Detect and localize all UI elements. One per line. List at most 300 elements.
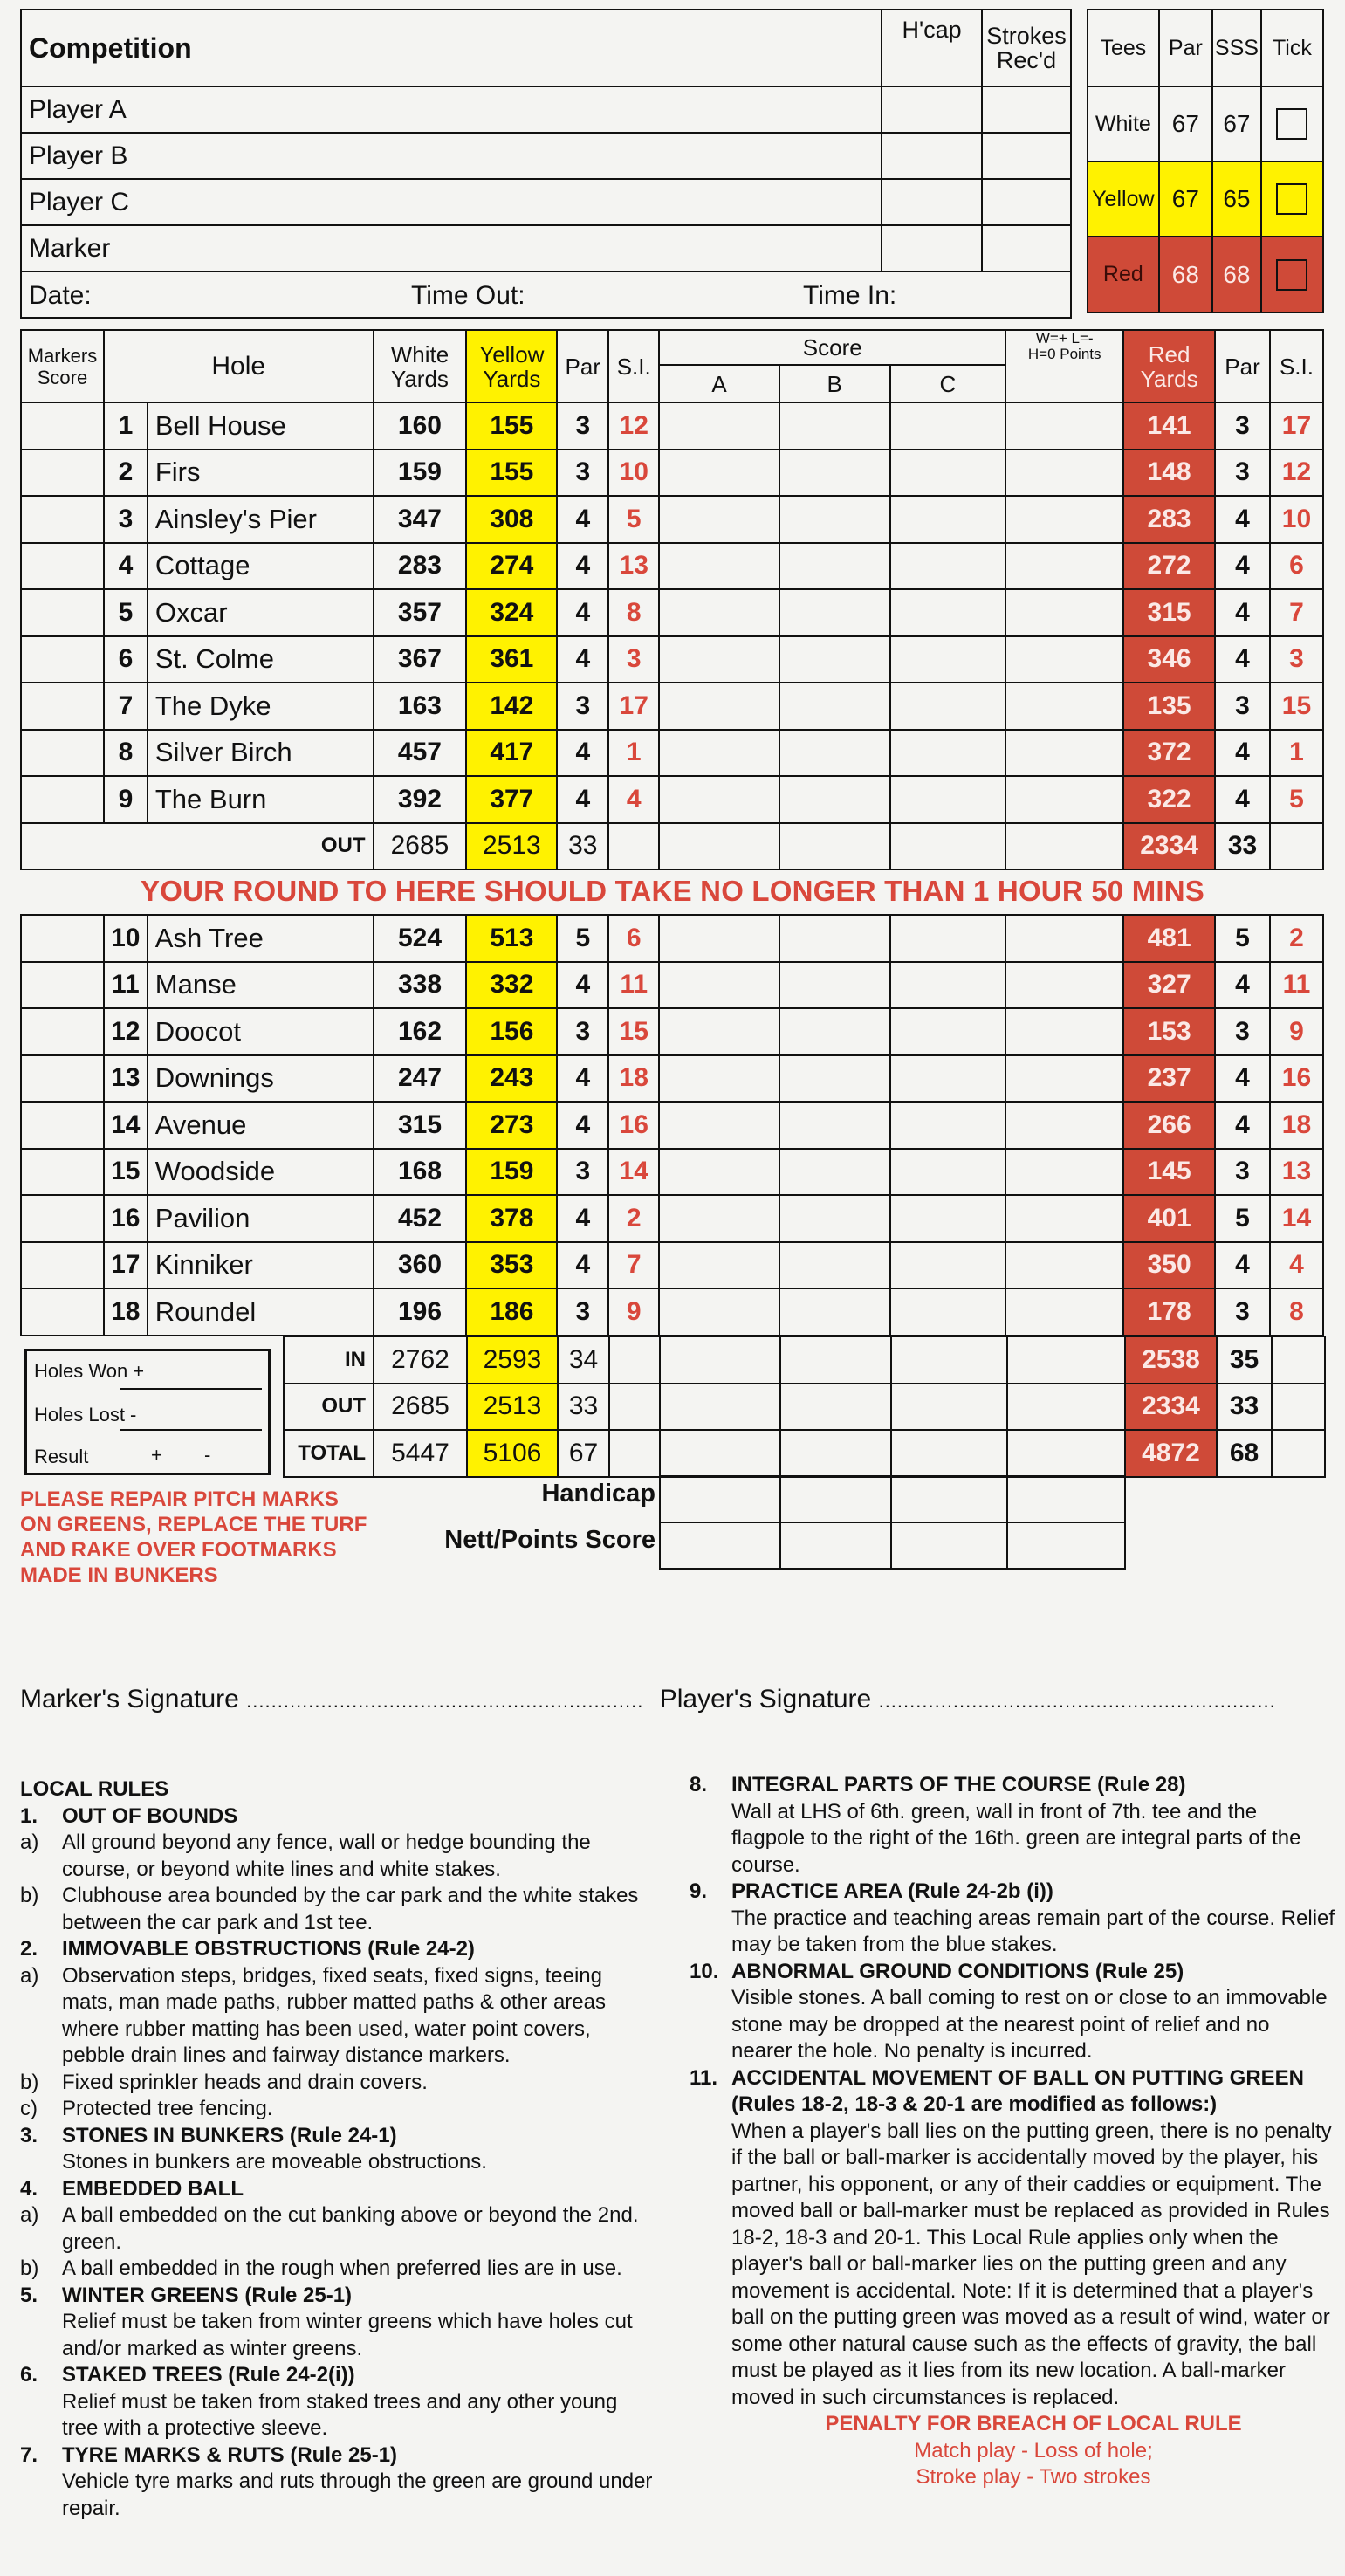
points-cell[interactable]	[1005, 1288, 1123, 1336]
red-par-header: Par	[1215, 330, 1270, 402]
score-c-cell[interactable]	[890, 1055, 1006, 1103]
points-cell[interactable]	[1005, 915, 1123, 962]
markers-score-cell[interactable]	[21, 1242, 104, 1289]
score-b-cell[interactable]	[779, 543, 890, 590]
hole-number: 8	[104, 730, 148, 777]
hole-par: 4	[557, 636, 608, 683]
score-c-cell[interactable]	[890, 730, 1006, 777]
totals-score-b[interactable]	[780, 1384, 891, 1431]
markers-score-cell[interactable]	[21, 1149, 104, 1196]
tee-yellow-checkbox[interactable]	[1276, 183, 1307, 215]
out-score-b[interactable]	[779, 823, 890, 870]
holes-lost-label: Holes Lost -	[34, 1404, 137, 1425]
subitem-text: Clubhouse area bounded by the car park and the white stakes between the car park and 1st tee.	[62, 1884, 639, 1934]
local-rule	[690, 2065, 1335, 2412]
marker-field[interactable]: Marker	[21, 225, 882, 271]
yellow-yards: 513	[466, 915, 557, 962]
markers-score-cell[interactable]	[21, 962, 104, 1009]
score-c-cell[interactable]	[890, 962, 1006, 1009]
rule-body: Stones in bunkers are moveable obstructions.	[62, 2150, 487, 2174]
rule-title: IMMOVABLE OBSTRUCTIONS (Rule 24-2)	[62, 1937, 475, 1961]
hole-par: 4	[557, 1102, 608, 1149]
white-yards: 357	[374, 589, 467, 636]
totals-score-c[interactable]	[891, 1384, 1007, 1431]
hole-par: 4	[557, 776, 608, 823]
markers-score-cell[interactable]	[21, 543, 104, 590]
stroke-index: 7	[608, 1242, 659, 1289]
white-yards: 360	[374, 1242, 467, 1289]
time-in-label: Time In:	[803, 281, 897, 310]
local-rule	[20, 2442, 657, 2523]
score-b-cell[interactable]	[779, 1195, 890, 1242]
markers-score-cell[interactable]	[21, 915, 104, 962]
red-stroke-index: 2	[1270, 915, 1323, 962]
score-b-cell[interactable]	[779, 683, 890, 730]
score-c-cell[interactable]	[890, 915, 1006, 962]
stroke-index: 11	[608, 962, 659, 1009]
yellow-yards: 324	[466, 589, 557, 636]
score-c-cell[interactable]	[890, 402, 1006, 450]
handicap-c-field[interactable]	[891, 1476, 1007, 1522]
stroke-index: 3	[608, 636, 659, 683]
player-b-field[interactable]: Player B	[21, 133, 882, 179]
white-yards: 283	[374, 543, 467, 590]
rule-title: EMBEDDED BALL	[62, 2176, 244, 2201]
totals-par: 34	[558, 1336, 609, 1384]
points-cell[interactable]	[1005, 543, 1123, 590]
white-yards: 160	[374, 402, 467, 450]
score-b-cell[interactable]	[779, 1288, 890, 1336]
totals-score-b[interactable]	[780, 1336, 891, 1384]
hole-row	[21, 450, 1323, 497]
points-cell[interactable]	[1005, 496, 1123, 543]
red-yards: 350	[1123, 1242, 1215, 1289]
nett-c-field[interactable]	[891, 1522, 1007, 1569]
yellow-yards: 159	[466, 1149, 557, 1196]
hole-par: 4	[557, 543, 608, 590]
tees-table	[1087, 9, 1324, 313]
nett-b-field[interactable]	[780, 1522, 891, 1569]
hole-name: Avenue	[148, 1102, 374, 1149]
markers-score-cell[interactable]	[21, 450, 104, 497]
yellow-yards-header: Yellow Yards	[466, 330, 557, 402]
date-label: Date:	[29, 281, 92, 310]
hole-name: Cottage	[148, 543, 374, 590]
score-b-cell[interactable]	[779, 1008, 890, 1055]
red-par: 5	[1215, 1195, 1270, 1242]
handicap-points-field[interactable]	[1007, 1476, 1125, 1522]
hole-par: 4	[557, 730, 608, 777]
date-time-row[interactable]	[21, 271, 1071, 318]
score-c-cell[interactable]	[890, 636, 1006, 683]
markers-score-header: Markers Score	[21, 330, 104, 402]
subitem-letter: b)	[20, 2070, 39, 2094]
score-b-cell[interactable]	[779, 636, 890, 683]
totals-score-a[interactable]	[660, 1384, 780, 1431]
score-c-cell[interactable]	[890, 1195, 1006, 1242]
red-yards: 272	[1123, 543, 1215, 590]
hole-name: Silver Birch	[148, 730, 374, 777]
red-par: 3	[1215, 1149, 1270, 1196]
hole-par: 4	[557, 1242, 608, 1289]
subitem-text: A ball embedded on the cut banking above or beyond the 2nd. green.	[62, 2203, 639, 2254]
out-red-par: 33	[1215, 823, 1270, 870]
white-yards: 163	[374, 683, 467, 730]
tee-white-checkbox[interactable]	[1276, 108, 1307, 140]
holes-won-line[interactable]	[120, 1388, 262, 1390]
out-points[interactable]	[1005, 823, 1123, 870]
score-a-cell[interactable]	[659, 683, 779, 730]
points-cell[interactable]	[1005, 636, 1123, 683]
red-stroke-index: 4	[1270, 1242, 1323, 1289]
score-a-cell[interactable]	[659, 589, 779, 636]
score-a-cell[interactable]	[659, 402, 779, 450]
totals-points[interactable]	[1007, 1430, 1125, 1477]
yellow-yards: 308	[466, 496, 557, 543]
points-cell[interactable]	[1005, 1149, 1123, 1196]
hole-par: 4	[557, 962, 608, 1009]
yellow-yards: 377	[466, 776, 557, 823]
player-details-table	[20, 9, 1072, 319]
pace-of-play-banner: YOUR ROUND TO HERE SHOULD TAKE NO LONGER THAN 1 HOUR 50 MINS	[140, 875, 1205, 907]
red-par: 4	[1215, 776, 1270, 823]
score-b-cell[interactable]	[779, 496, 890, 543]
markers-score-cell[interactable]	[21, 1288, 104, 1336]
nett-points-field[interactable]	[1007, 1522, 1125, 1569]
rule-number: 5.	[20, 2283, 38, 2307]
red-par: 4	[1215, 1242, 1270, 1289]
player-c-hcap-field[interactable]	[882, 179, 982, 225]
hole-par: 4	[557, 1055, 608, 1103]
hole-row	[21, 589, 1323, 636]
hole-par: 4	[557, 589, 608, 636]
points-cell[interactable]	[1005, 683, 1123, 730]
handicap-table	[659, 1475, 1126, 1570]
tees-tick-header: Tick	[1261, 10, 1323, 86]
totals-table	[283, 1336, 1326, 1478]
out-red: 2334	[1123, 823, 1215, 870]
tee-red-checkbox[interactable]	[1276, 259, 1307, 291]
score-a-header: A	[659, 365, 779, 402]
totals-si	[609, 1336, 660, 1384]
hole-name: St. Colme	[148, 636, 374, 683]
points-cell[interactable]	[1005, 450, 1123, 497]
out-par: 33	[557, 823, 608, 870]
score-b-cell[interactable]	[779, 730, 890, 777]
subitem-letter: a)	[20, 1831, 39, 1854]
red-stroke-index: 18	[1270, 1102, 1323, 1149]
marker-hcap-field[interactable]	[882, 225, 982, 271]
out-score-a[interactable]	[659, 823, 779, 870]
score-b-cell[interactable]	[779, 1055, 890, 1103]
score-a-cell[interactable]	[659, 1008, 779, 1055]
hole-number: 6	[104, 636, 148, 683]
rule-title: INTEGRAL PARTS OF THE COURSE (Rule 28)	[731, 1773, 1186, 1796]
totals-par: 67	[558, 1430, 609, 1477]
out-score-c[interactable]	[890, 823, 1006, 870]
score-a-cell[interactable]	[659, 543, 779, 590]
local-rule	[690, 1879, 1335, 1959]
hole-row	[21, 636, 1323, 683]
player-b-strokes-field[interactable]	[982, 133, 1071, 179]
totals-red-si	[1272, 1336, 1325, 1384]
hole-number: 18	[104, 1288, 148, 1336]
score-a-cell[interactable]	[659, 1288, 779, 1336]
hole-name: The Dyke	[148, 683, 374, 730]
player-signature-line[interactable]: ................................................................	[878, 1690, 1276, 1712]
score-b-cell[interactable]	[779, 915, 890, 962]
rule-body: The practice and teaching areas remain part of the course. Relief may be taken from the blue stakes.	[731, 1906, 1335, 1956]
markers-score-cell[interactable]	[21, 730, 104, 777]
score-a-cell[interactable]	[659, 450, 779, 497]
points-cell[interactable]	[1005, 1102, 1123, 1149]
player-c-field[interactable]: Player C	[21, 179, 882, 225]
score-b-cell[interactable]	[779, 776, 890, 823]
hole-row	[21, 1242, 1323, 1289]
tee-red-sss: 68	[1212, 237, 1261, 313]
rule-body: Relief must be taken from staked trees and any other young tree with a protective sleeve.	[62, 2389, 618, 2440]
hole-name: Bell House	[148, 402, 374, 450]
subitem-letter: a)	[20, 1963, 39, 1988]
player-a-strokes-field[interactable]	[982, 86, 1071, 133]
red-par: 4	[1215, 636, 1270, 683]
score-c-cell[interactable]	[890, 1008, 1006, 1055]
score-c-cell[interactable]	[890, 1242, 1006, 1289]
totals-points[interactable]	[1007, 1336, 1125, 1384]
points-cell[interactable]	[1005, 1195, 1123, 1242]
score-c-cell[interactable]	[890, 1102, 1006, 1149]
score-a-cell[interactable]	[659, 776, 779, 823]
markers-score-cell[interactable]	[21, 1195, 104, 1242]
hole-number: 9	[104, 776, 148, 823]
hole-number: 11	[104, 962, 148, 1009]
totals-score-a[interactable]	[660, 1430, 780, 1477]
rule-number: 2.	[20, 1937, 38, 1961]
score-a-cell[interactable]	[659, 962, 779, 1009]
white-yards: 452	[374, 1195, 467, 1242]
stroke-index: 5	[608, 496, 659, 543]
tee-yellow-par: 67	[1159, 161, 1212, 237]
hole-number: 12	[104, 1008, 148, 1055]
points-cell[interactable]	[1005, 1055, 1123, 1103]
score-a-cell[interactable]	[659, 496, 779, 543]
hole-row	[21, 1055, 1323, 1103]
score-c-cell[interactable]	[890, 450, 1006, 497]
score-a-cell[interactable]	[659, 730, 779, 777]
out-si	[608, 823, 659, 870]
si-header: S.I.	[608, 330, 659, 402]
score-b-cell[interactable]	[779, 589, 890, 636]
yellow-yards: 353	[466, 1242, 557, 1289]
score-b-cell[interactable]	[779, 450, 890, 497]
white-yards: 392	[374, 776, 467, 823]
rule-body: Wall at LHS of 6th. green, wall in front of 7th. tee and the flagpole to the right of the 16th. green are integral parts of the course.	[731, 1799, 1301, 1877]
result-plus: +	[151, 1444, 162, 1466]
player-c-strokes-field[interactable]	[982, 179, 1071, 225]
markers-score-cell[interactable]	[21, 636, 104, 683]
hole-number: 15	[104, 1149, 148, 1196]
red-par: 3	[1215, 402, 1270, 450]
totals-score-c[interactable]	[891, 1336, 1007, 1384]
penalty-block	[690, 2411, 1335, 2491]
points-cell[interactable]	[1005, 776, 1123, 823]
totals-row	[284, 1336, 1325, 1384]
hole-number: 16	[104, 1195, 148, 1242]
white-yards-header: White Yards	[374, 330, 467, 402]
totals-red-par: 68	[1217, 1430, 1272, 1477]
score-c-cell[interactable]	[890, 776, 1006, 823]
score-c-cell[interactable]	[890, 683, 1006, 730]
totals-white: 2762	[374, 1336, 467, 1384]
yellow-yards: 273	[466, 1102, 557, 1149]
hole-row	[21, 962, 1323, 1009]
totals-red: 2334	[1125, 1384, 1217, 1431]
local-rule	[20, 2283, 657, 2363]
stroke-index: 8	[608, 589, 659, 636]
player-a-hcap-field[interactable]	[882, 86, 982, 133]
rule-number: 9.	[690, 1879, 708, 1903]
score-a-cell[interactable]	[659, 915, 779, 962]
rule-title: TYRE MARKS & RUTS (Rule 25-1)	[62, 2442, 398, 2467]
handicap-a-field[interactable]	[660, 1476, 780, 1522]
player-a-field[interactable]: Player A	[21, 86, 882, 133]
red-yards: 141	[1123, 402, 1215, 450]
red-par: 4	[1215, 496, 1270, 543]
player-b-hcap-field[interactable]	[882, 133, 982, 179]
totals-score-a[interactable]	[660, 1336, 780, 1384]
red-yards: 135	[1123, 683, 1215, 730]
hole-row	[21, 543, 1323, 590]
points-cell[interactable]	[1005, 730, 1123, 777]
match-result-box[interactable]	[24, 1349, 271, 1475]
markers-score-cell[interactable]	[21, 683, 104, 730]
holes-lost-line[interactable]	[120, 1429, 262, 1431]
red-yards: 372	[1123, 730, 1215, 777]
score-b-cell[interactable]	[779, 402, 890, 450]
hole-par: 3	[557, 1288, 608, 1336]
score-a-cell[interactable]	[659, 1149, 779, 1196]
penalty-match-play: Match play - Loss of hole;	[914, 2438, 1153, 2463]
score-b-cell[interactable]	[779, 1102, 890, 1149]
stroke-index: 10	[608, 450, 659, 497]
points-cell[interactable]	[1005, 1242, 1123, 1289]
marker-strokes-field[interactable]	[982, 225, 1071, 271]
rule-body: Visible stones. A ball coming to rest on or close to an immovable stone may be dropped at the nearest point of relief and no nearer the hole. No penalty is incurred.	[731, 1986, 1328, 2063]
out-white: 2685	[374, 823, 467, 870]
tees-par-header: Par	[1159, 10, 1212, 86]
hole-number: 2	[104, 450, 148, 497]
nett-a-field[interactable]	[660, 1522, 780, 1569]
totals-red-si	[1272, 1430, 1325, 1477]
yellow-yards: 155	[466, 450, 557, 497]
local-rules-title: LOCAL RULES	[20, 1777, 169, 1801]
red-yards: 148	[1123, 450, 1215, 497]
stroke-index: 2	[608, 1195, 659, 1242]
hole-row	[21, 496, 1323, 543]
hole-name: Pavilion	[148, 1195, 374, 1242]
score-c-cell[interactable]	[890, 1288, 1006, 1336]
red-yards: 481	[1123, 915, 1215, 962]
marker-signature-line[interactable]: ................................................................	[246, 1690, 644, 1712]
stroke-index: 12	[608, 402, 659, 450]
red-par: 4	[1215, 543, 1270, 590]
score-c-cell[interactable]	[890, 543, 1006, 590]
markers-score-cell[interactable]	[21, 776, 104, 823]
stroke-index: 13	[608, 543, 659, 590]
red-stroke-index: 17	[1270, 402, 1323, 450]
red-stroke-index: 9	[1270, 1008, 1323, 1055]
stroke-index: 15	[608, 1008, 659, 1055]
points-cell[interactable]	[1005, 589, 1123, 636]
hole-name: Kinniker	[148, 1242, 374, 1289]
score-b-cell[interactable]	[779, 1149, 890, 1196]
markers-score-cell[interactable]	[21, 402, 104, 450]
stroke-index: 14	[608, 1149, 659, 1196]
totals-red: 4872	[1125, 1430, 1217, 1477]
score-header: Score	[659, 330, 1005, 365]
score-a-cell[interactable]	[659, 636, 779, 683]
penalty-stroke-play: Stroke play - Two strokes	[916, 2465, 1151, 2489]
yellow-yards: 142	[466, 683, 557, 730]
stroke-index: 1	[608, 730, 659, 777]
points-cell[interactable]	[1005, 1008, 1123, 1055]
score-c-cell[interactable]	[890, 589, 1006, 636]
red-si-header: S.I.	[1270, 330, 1323, 402]
markers-score-cell[interactable]	[21, 1008, 104, 1055]
totals-label: OUT	[284, 1384, 374, 1431]
time-out-label: Time Out:	[411, 281, 525, 310]
handicap-b-field[interactable]	[780, 1476, 891, 1522]
score-a-cell[interactable]	[659, 1242, 779, 1289]
markers-score-cell[interactable]	[21, 496, 104, 543]
markers-score-cell[interactable]	[21, 1055, 104, 1103]
points-cell[interactable]	[1005, 402, 1123, 450]
totals-score-c[interactable]	[891, 1430, 1007, 1477]
score-b-header: B	[779, 365, 890, 402]
red-stroke-index: 15	[1270, 683, 1323, 730]
score-c-cell[interactable]	[890, 496, 1006, 543]
rule-title: PRACTICE AREA (Rule 24-2b (i))	[731, 1879, 1053, 1903]
hole-row	[21, 1008, 1323, 1055]
white-yards: 457	[374, 730, 467, 777]
rule-body: Relief must be taken from winter greens which have holes cut and/or marked as winter greens.	[62, 2310, 633, 2360]
score-c-cell[interactable]	[890, 1149, 1006, 1196]
yellow-yards: 361	[466, 636, 557, 683]
totals-label: IN	[284, 1336, 374, 1384]
hole-par: 3	[557, 450, 608, 497]
points-cell[interactable]	[1005, 962, 1123, 1009]
penalty-title: PENALTY FOR BREACH OF LOCAL RULE	[825, 2412, 1242, 2435]
markers-score-cell[interactable]	[21, 589, 104, 636]
hole-number: 13	[104, 1055, 148, 1103]
tee-red-label: Red	[1102, 262, 1143, 286]
score-b-cell[interactable]	[779, 1242, 890, 1289]
score-b-cell[interactable]	[779, 962, 890, 1009]
score-a-cell[interactable]	[659, 1195, 779, 1242]
markers-score-cell[interactable]	[21, 1102, 104, 1149]
score-a-cell[interactable]	[659, 1102, 779, 1149]
totals-white: 5447	[374, 1430, 467, 1477]
hole-par: 4	[557, 496, 608, 543]
red-yards: 153	[1123, 1008, 1215, 1055]
red-par: 4	[1215, 1102, 1270, 1149]
score-a-cell[interactable]	[659, 1055, 779, 1103]
hole-par: 3	[557, 402, 608, 450]
totals-score-b[interactable]	[780, 1430, 891, 1477]
totals-points[interactable]	[1007, 1384, 1125, 1431]
red-stroke-index: 13	[1270, 1149, 1323, 1196]
subitem-text: Fixed sprinkler heads and drain covers.	[62, 2070, 428, 2094]
